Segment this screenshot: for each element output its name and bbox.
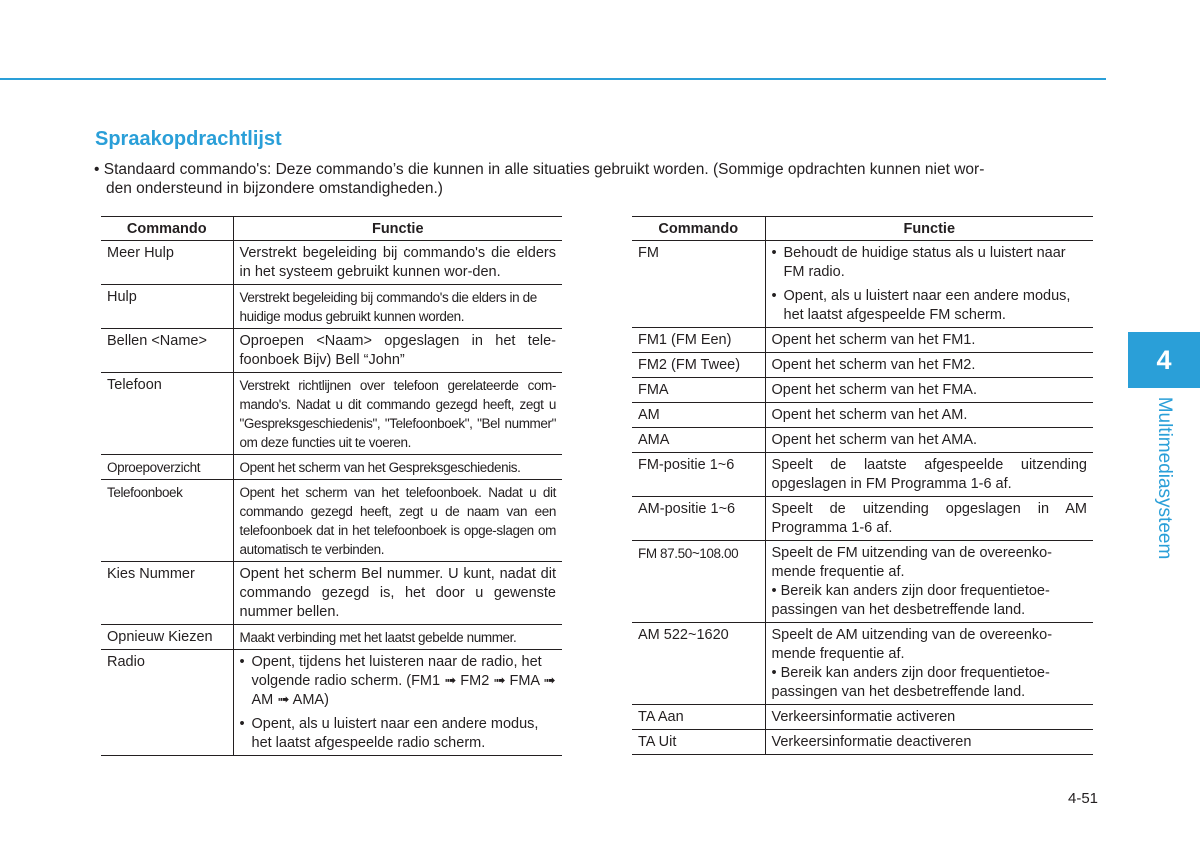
page-number: 4-51	[1068, 790, 1099, 807]
table-row	[101, 285, 562, 329]
function-cell: Speelt de laatste afgespeelde uitzending opgeslagen in FM Programma 1-6 af.	[765, 453, 1093, 497]
function-cell	[765, 623, 1093, 705]
function-cell: Opent het scherm Bel nummer. U kunt, nadat dit commando gezegd is, het door u gewenste nummer bellen.	[233, 562, 562, 625]
table-header-row	[632, 217, 1093, 241]
intro-line-1: • Standaard commando's: Deze commando’s die kunnen in alle situaties gebruikt worden. (Sommige opdrachten kunnen niet wor-	[94, 161, 985, 178]
function-cell: Opent het scherm van het FM1.	[765, 328, 1093, 353]
function-cell: Verkeersinformatie activeren	[765, 705, 1093, 730]
table-row	[632, 328, 1093, 353]
intro-paragraph	[94, 160, 1106, 198]
function-cell: Verstrekt begeleiding bij commando's die elders in de huidige modus gebruikt kunnen worden.	[233, 285, 562, 329]
function-cell: Speelt de uitzending opgeslagen in AM Programma 1-6 af.	[765, 497, 1093, 541]
table-row	[632, 353, 1093, 378]
function-cell: Opent het scherm van het FMA.	[765, 378, 1093, 403]
table-row	[101, 373, 562, 455]
function-text: Speelt de FM uitzending van de overeenko-mende frequentie af.	[771, 545, 1053, 580]
table-row	[632, 497, 1093, 541]
function-cell: Opent het scherm van het FM2.	[765, 353, 1093, 378]
table-row	[101, 625, 562, 650]
command-cell: Radio	[101, 650, 233, 756]
bullet-item: • Opent, als u luistert naar een andere modus, het laatst afgespeelde FM scherm.	[772, 287, 1088, 325]
table-row	[101, 650, 562, 756]
function-cell: Opent het scherm van het Gespreksgeschiedenis.	[233, 455, 562, 480]
function-cell: Verstrekt richtlijnen over telefoon gerelateerde com-mando's. Nadat u dit commando gezegd heeft, zegt u "Gespreksgeschiedenis", "Telefoonboek", "Bel nummer" om deze functies uit te voeren.	[233, 373, 562, 455]
command-cell: Kies Nummer	[101, 562, 233, 625]
table-header-row	[101, 217, 562, 241]
column-header-function: Functie	[765, 217, 1093, 241]
command-cell: Opnieuw Kiezen	[101, 625, 233, 650]
command-cell: FMA	[632, 378, 765, 403]
command-cell: Meer Hulp	[101, 241, 233, 285]
function-cell: Opent het scherm van het AM.	[765, 403, 1093, 428]
table-row	[101, 241, 562, 285]
bullet-item: • Opent, als u luistert naar een andere modus, het laatst afgespeelde radio scherm.	[240, 715, 557, 753]
bullet-item: • Behoudt de huidige status als u luistert naar FM radio.	[772, 244, 1088, 282]
function-cell	[765, 241, 1093, 328]
function-text: Speelt de AM uitzending van de overeenko-mende frequentie af.	[771, 627, 1053, 662]
command-cell: TA Aan	[632, 705, 765, 730]
commands-table-left	[101, 216, 562, 756]
command-cell: AMA	[632, 428, 765, 453]
command-cell: AM 522~1620	[632, 623, 765, 705]
command-cell: FM	[632, 241, 765, 328]
command-cell: Telefoonboek	[101, 480, 233, 562]
function-cell: Opent het scherm van het telefoonboek. Nadat u dit commando gezegd heeft, zegt u de naam van een telefoonboek dat in het telefoonboek is opge-slagen om automatisch te verbinden.	[233, 480, 562, 562]
intro-line-2: den ondersteund in bijzondere omstandigheden.)	[106, 180, 443, 197]
command-cell: Bellen <Name>	[101, 329, 233, 373]
command-cell: FM1 (FM Een)	[632, 328, 765, 353]
function-cell	[233, 650, 562, 756]
function-cell	[765, 541, 1093, 623]
table-row	[101, 562, 562, 625]
table-row	[101, 480, 562, 562]
table-row	[632, 730, 1093, 755]
column-header-command: Commando	[632, 217, 765, 241]
header-rule	[0, 78, 1106, 80]
command-cell: Telefoon	[101, 373, 233, 455]
table-row	[632, 241, 1093, 328]
function-cell: Opent het scherm van het AMA.	[765, 428, 1093, 453]
function-cell: Verstrekt begeleiding bij commando's die elders in het systeem gebruikt kunnen wor-den.	[233, 241, 562, 285]
bullet-item: • Opent, tijdens het luisteren naar de radio, het volgende radio scherm. (FM1 ➟ FM2 ➟ FMA ➟ AM ➟ AMA)	[240, 653, 557, 710]
table-row	[632, 428, 1093, 453]
table-row	[632, 403, 1093, 428]
function-note: • Bereik kan anders zijn door frequentietoe-passingen van het desbetreffende land.	[771, 583, 1050, 618]
chapter-label: Multimediasysteem	[1154, 396, 1175, 560]
table-row	[632, 378, 1093, 403]
table-row	[101, 455, 562, 480]
function-cell: Oproepen <Naam> opgeslagen in het tele-foonboek Bijv) Bell “John”	[233, 329, 562, 373]
table-row	[632, 541, 1093, 623]
command-cell: FM-positie 1~6	[632, 453, 765, 497]
table-row	[632, 705, 1093, 730]
function-note: • Bereik kan anders zijn door frequentietoe-passingen van het desbetreffende land.	[771, 665, 1050, 700]
function-cell: Verkeersinformatie deactiveren	[765, 730, 1093, 755]
table-row	[632, 453, 1093, 497]
command-cell: TA Uit	[632, 730, 765, 755]
command-cell: AM-positie 1~6	[632, 497, 765, 541]
command-cell: Hulp	[101, 285, 233, 329]
command-cell: FM 87.50~108.00	[632, 541, 765, 623]
chapter-number-tab: 4	[1128, 332, 1200, 388]
function-cell: Maakt verbinding met het laatst gebelde nummer.	[233, 625, 562, 650]
table-row	[101, 329, 562, 373]
column-header-function: Functie	[233, 217, 562, 241]
command-cell: Oproepoverzicht	[101, 455, 233, 480]
column-header-command: Commando	[101, 217, 233, 241]
command-cell: FM2 (FM Twee)	[632, 353, 765, 378]
commands-table-right	[632, 216, 1093, 755]
command-cell: AM	[632, 403, 765, 428]
table-row	[632, 623, 1093, 705]
section-title: Spraakopdrachtlijst	[95, 128, 282, 150]
